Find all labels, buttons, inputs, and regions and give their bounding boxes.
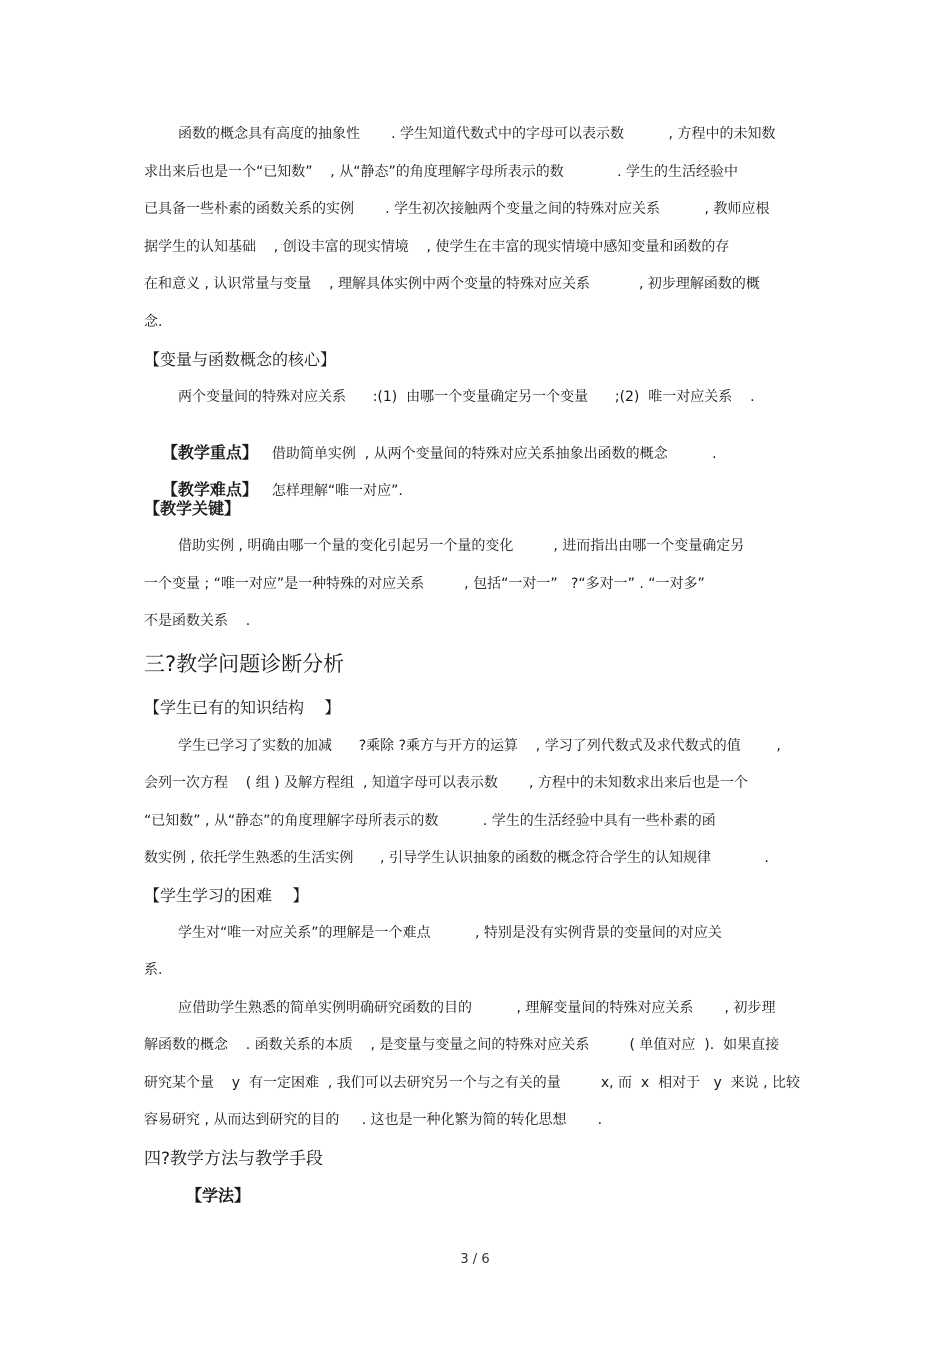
- difficulty-text: 怎样理解“唯一对应”.: [271, 483, 403, 499]
- key-heading: 【教学关键】: [144, 499, 241, 518]
- key-point-text: 借助简单实例 , 从两个变量间的特殊对应关系抽象出函数的概念 .: [271, 446, 717, 462]
- paragraph-line: 容易研究 , 从而达到研究的目的 . 这也是一种化繁为简的转化思想 .: [144, 1112, 603, 1128]
- page-number: 3 / 6: [460, 1252, 490, 1267]
- paragraph-line: “已知数” , 从“静态”的角度理解字母所表示的数 . 学生的生活经验中具有一些朴素的函: [144, 813, 716, 829]
- key-point-label: 【教学重点】: [161, 443, 258, 462]
- section-title: 三?教学问题诊断分析: [144, 652, 345, 676]
- knowledge-heading: 【学生已有的知识结构 】: [144, 698, 341, 717]
- paragraph-line: 据学生的认知基础 , 创设丰富的现实情境 , 使学生在丰富的现实情境中感知变量和函数的存: [144, 239, 730, 255]
- paragraph-line: 应借助学生熟悉的简单实例明确研究函数的目的 , 理解变量间的特殊对应关系 , 初步理: [178, 1000, 776, 1016]
- paragraph-line: 借助实例 , 明确由哪一个量的变化引起另一个量的变化 , 进而指出由哪一个变量确定另: [178, 538, 745, 554]
- paragraph-line: 解函数的概念 . 函数关系的本质 , 是变量与变量之间的特殊对应关系 ( 单值对应 ). 如果直接: [144, 1037, 780, 1053]
- paragraph-line: 会列一次方程 ( 组 ) 及解方程组 , 知道字母可以表示数 , 方程中的未知数求出来后也是一个: [144, 775, 748, 791]
- paragraph-line: 已具备一些朴素的函数关系的实例 . 学生初次接触两个变量之间的特殊对应关系 , 教师应根: [144, 201, 770, 217]
- paragraph-line: 求出来后也是一个“已知数” , 从“静态”的角度理解字母所表示的数 . 学生的生活经验中: [144, 164, 739, 180]
- paragraph-line: 一个变量 ; “唯一对应”是一种特殊的对应关系 , 包括“一对一” ?“多对一” . “一对多”: [144, 576, 705, 592]
- paragraph-line: 念.: [144, 314, 163, 330]
- core-heading: 【变量与函数概念的核心】: [144, 350, 337, 369]
- paragraph-line: 数实例 , 依托学生熟悉的生活实例 , 引导学生认识抽象的函数的概念符合学生的认知规律 .: [144, 850, 769, 866]
- paragraph-line: 在和意义 , 认识常量与变量 , 理解具体实例中两个变量的特殊对应关系 , 初步理解函数的概: [144, 276, 760, 292]
- study-heading: 【学法】: [186, 1186, 251, 1205]
- paragraph-line: 系.: [144, 962, 163, 978]
- core-line: 两个变量间的特殊对应关系 :(1) 由哪一个变量确定另一个变量 ;(2) 唯一对应关系 .: [178, 389, 755, 405]
- section-title: 四?教学方法与教学手段: [144, 1149, 324, 1169]
- paragraph-line: 不是函数关系 .: [144, 613, 251, 629]
- difficulty-label: 【教学难点】: [161, 480, 258, 499]
- learning-difficulty-heading: 【学生学习的困难 】: [144, 886, 309, 905]
- paragraph-line: 研究某个量 y 有一定困难 , 我们可以去研究另一个与之有关的量 x, 而 x 相对于 y 来说 , 比较: [144, 1075, 800, 1091]
- paragraph-line: 学生已学习了实数的加减 ?乘除 ?乘方与开方的运算 , 学习了列代数式及求代数式的值 ,: [178, 738, 781, 754]
- paragraph-line: 函数的概念具有高度的抽象性 . 学生知道代数式中的字母可以表示数 , 方程中的未知数: [178, 126, 776, 142]
- paragraph-line: 学生对“唯一对应关系”的理解是一个难点 , 特别是没有实例背景的变量间的对应关: [178, 925, 722, 941]
